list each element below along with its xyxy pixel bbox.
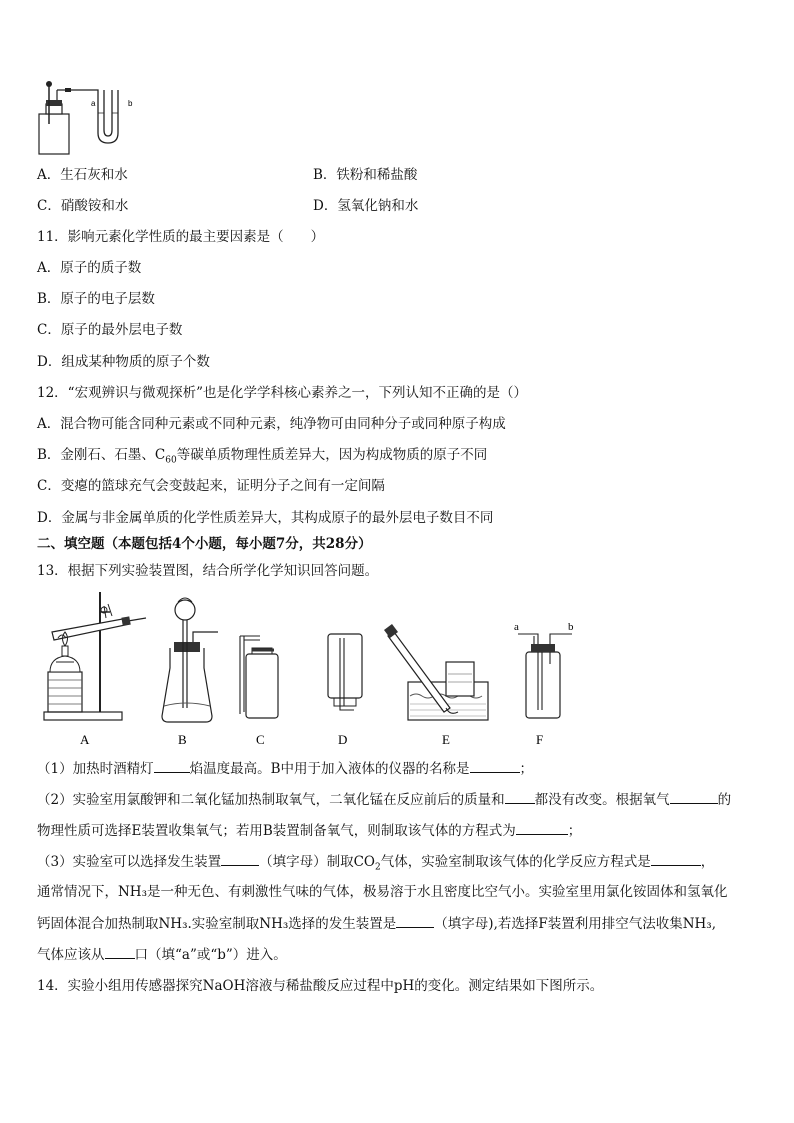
q13-p3-text-d: ， — [700, 854, 715, 870]
q13-p2l2-text-b: ； — [567, 823, 582, 839]
apparatus-f-label-a: a — [514, 621, 519, 633]
q13-part3-line2: 通常情况下，NH₃是一种无色、有刺激性气味的气体，极易溶于水且密度比空气小。实验室里用氯化铵固体和氢氧化 — [37, 884, 728, 900]
q14-stem: 14．实验小组用传感器探究NaOH溶液与稀盐酸反应过程中pH的变化。测定结果如下图所示。 — [37, 978, 604, 994]
q13-p3-text-a: （3）实验室可以选择发生装置 — [37, 854, 222, 870]
lab-apparatus-figure — [38, 588, 598, 747]
q13-p2l2-text-a: 物理性质可选择E装置收集氧气；若用B装置制备氧气，则制取该气体的方程式为 — [37, 823, 516, 839]
q10-option-a: A．生石灰和水 — [37, 167, 128, 183]
q12-option-d: D．金属与非金属单质的化学性质差异大，其构成原子的最外层电子数目不同 — [37, 510, 494, 526]
q13-p3l3-text-b: （填字母),若选择F装置利用排空气法收集NH₃, — [434, 916, 717, 932]
q12-option-c: C．变瘪的篮球充气会变鼓起来，证明分子之间有一定间隔 — [37, 478, 385, 494]
q13-p2-blank-3[interactable] — [516, 820, 568, 835]
q13-p3-blank-4[interactable] — [105, 944, 135, 959]
q13-p2-text-a: （2）实验室用氯酸钾和二氧化锰加热制取氧气，二氧化锰在反应前后的质量和 — [37, 792, 505, 808]
q13-p1-blank-2[interactable] — [470, 758, 520, 773]
q13-p1-blank-1[interactable] — [154, 758, 190, 773]
q13-p3l4-text-a: 气体应该从 — [37, 947, 105, 963]
apparatus-label-a: A — [80, 732, 90, 747]
q11-option-b: B．原子的电子层数 — [37, 291, 155, 307]
q10-option-d: D．氢氧化钠和水 — [313, 198, 419, 214]
figure-label-a: a — [91, 99, 96, 108]
section-heading: 二、填空题（本题包括4个小题，每小题7分，共28分） — [37, 536, 372, 552]
q13-p2-text-b: 都没有改变。根据氧气 — [534, 792, 670, 808]
q13-p2-blank-1[interactable] — [505, 789, 535, 804]
q12-stem: 12．“宏观辨识与微观探析”也是化学学科核心素养之一，下列认知不正确的是（） — [37, 385, 527, 401]
q13-p3-sub: 2 — [375, 862, 381, 873]
q13-part3-line4 — [37, 944, 287, 965]
q13-part1 — [37, 758, 533, 779]
apparatus-label-f: F — [536, 732, 544, 747]
q12-option-b — [37, 445, 487, 471]
figure-label-b: b — [128, 99, 133, 108]
q13-part2-line2 — [37, 820, 581, 841]
q11-option-a: A．原子的质子数 — [37, 260, 142, 276]
q11-stem: 11．影响元素化学性质的最主要因素是（ ） — [37, 229, 325, 245]
apparatus-label-e: E — [442, 732, 450, 747]
q13-p3l4-text-b: 口（填“a”或“b”）进入。 — [134, 947, 287, 963]
apparatus-label-c: C — [256, 732, 265, 747]
q12-option-a: A．混合物可能含同种元素或不同种元素，纯净物可由同种分子或同种原子构成 — [37, 416, 506, 432]
q13-p3-blank-3[interactable] — [396, 913, 434, 928]
q12-option-b-post: 等碳单质物理性质差异大，因为构成物质的原子不同 — [176, 447, 488, 463]
q13-stem: 13．根据下列实验装置图，结合所学化学知识回答问题。 — [37, 563, 379, 579]
q13-p3-blank-2[interactable] — [651, 851, 701, 866]
q12-option-b-pre: B．金刚石、石墨、C — [37, 447, 166, 463]
q10-option-b: B．铁粉和稀盐酸 — [313, 167, 418, 183]
apparatus-label-d: D — [338, 732, 348, 747]
q11-option-c: C．原子的最外层电子数 — [37, 322, 183, 338]
q13-part3-line1 — [37, 851, 714, 878]
q13-p1-text-c: ； — [519, 761, 534, 777]
q13-p2-blank-2[interactable] — [670, 789, 718, 804]
apparatus-label-b: B — [178, 732, 187, 747]
q13-p1-text-b: 焰温度最高。B中用于加入液体的仪器的名称是 — [189, 761, 470, 777]
u-tube-apparatus-figure — [35, 78, 145, 158]
q13-p3-text-c: 气体，实验室制取该气体的化学反应方程式是 — [380, 854, 651, 870]
q13-p3-blank-1[interactable] — [221, 851, 259, 866]
q13-p2-text-c: 的 — [717, 792, 732, 808]
apparatus-f-label-b: b — [568, 621, 574, 633]
q11-option-d: D．组成某种物质的原子个数 — [37, 354, 210, 370]
q13-p3-text-b: （填字母）制取CO — [259, 854, 375, 870]
q10-option-c: C．硝酸铵和水 — [37, 198, 129, 214]
q13-p3l3-text-a: 钙固体混合加热制取NH₃.实验室制取NH₃选择的发生装置是 — [37, 916, 397, 932]
q13-part3-line3 — [37, 913, 716, 934]
q13-p1-text-a: （1）加热时酒精灯 — [37, 761, 154, 777]
q13-part2-line1 — [37, 789, 731, 810]
q12-option-b-sub: 60 — [165, 455, 177, 466]
